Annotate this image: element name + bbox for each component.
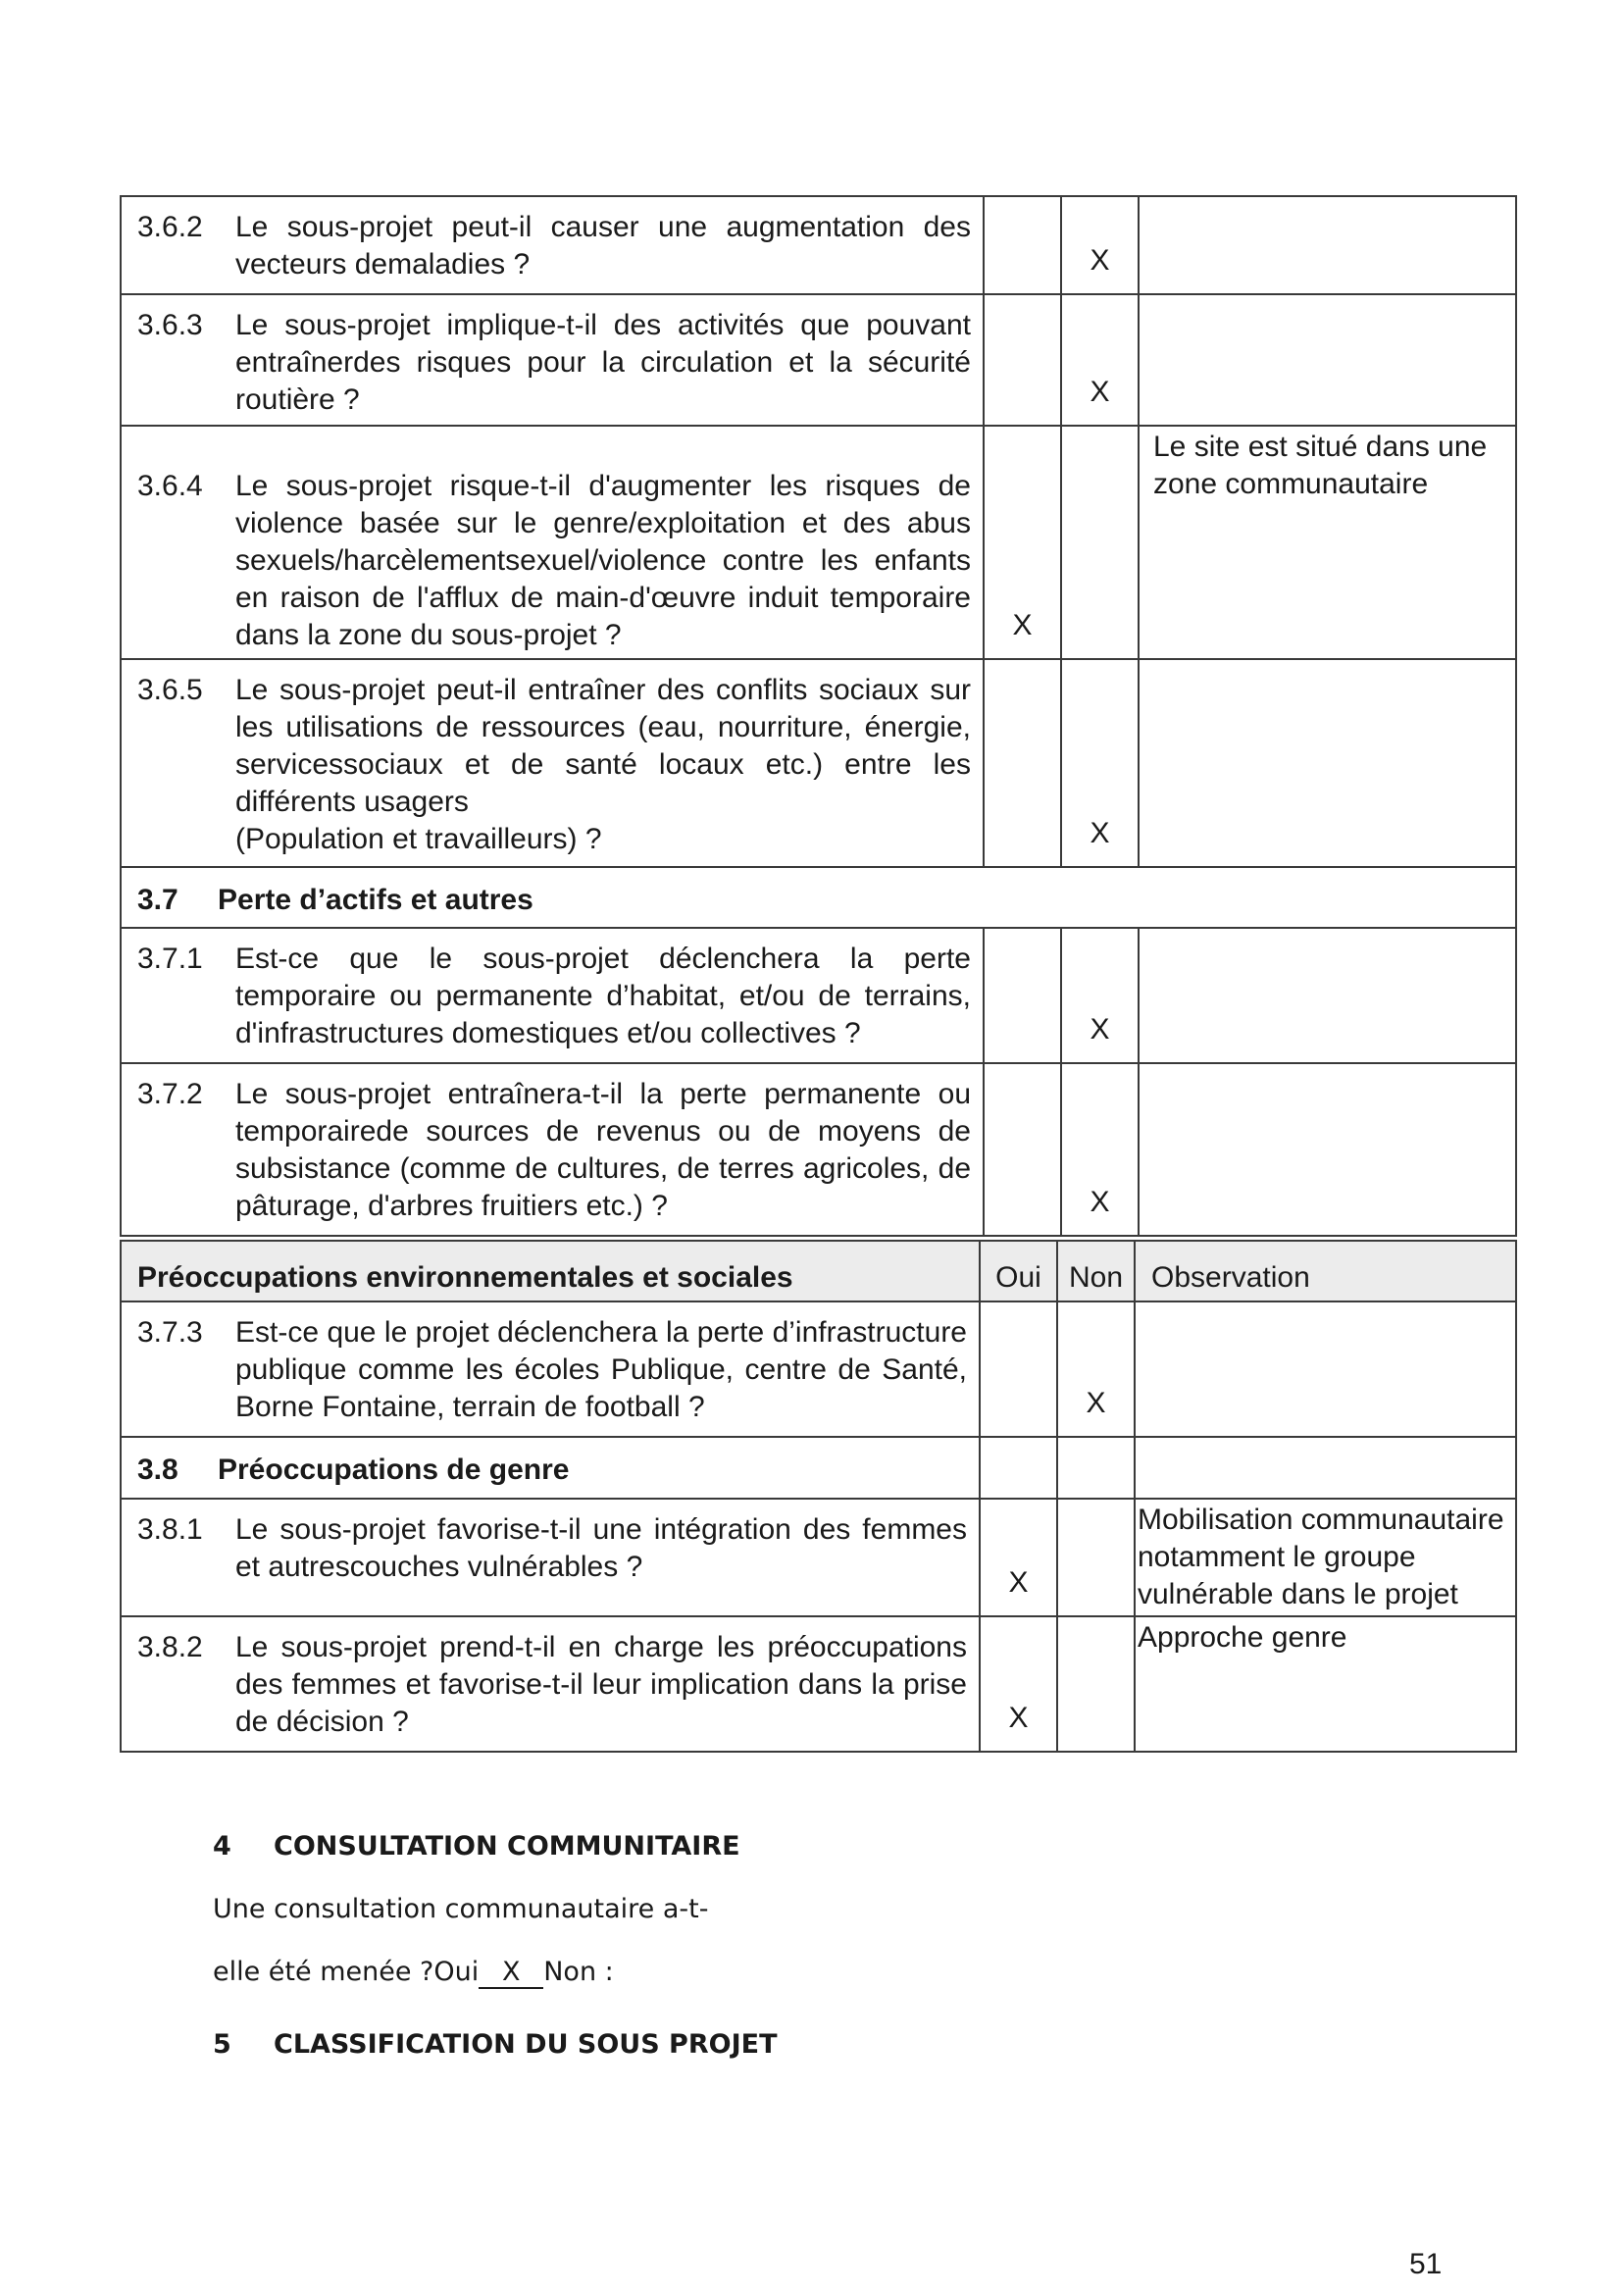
header-preoccupations: Préoccupations environnementales et sociales — [121, 1241, 980, 1301]
question-cell: 3.8.1 Le sous-projet favorise-t-il une intégration des femmes et autrescouches vulnérables ? — [121, 1499, 980, 1616]
header-observation: Observation — [1135, 1241, 1516, 1301]
header-non: Non — [1057, 1241, 1135, 1301]
table-row — [121, 1063, 1516, 1236]
question-cell: 3.6.4 Le sous-projet risque-t-il d'augmenter les risques de violence basée sur le genre/exploitation et des abus sexuels/harcèlementsexuel/violence contre les enfants en raison de l'afflux de main-d'œuvre induit temporaire dans la zone du sous-projet ? — [121, 426, 984, 659]
screening-table-part1 — [120, 195, 1517, 1237]
table-row — [121, 294, 1516, 426]
table-row — [121, 196, 1516, 294]
non-cell: X — [1057, 1301, 1135, 1437]
oui-cell: X — [980, 1499, 1057, 1616]
question-cell: 3.7.3 Est-ce que le projet déclenchera la perte d’infrastructure publique comme les écoles Publique, centre de Santé, Borne Fontaine, terrain de football ? — [121, 1301, 980, 1437]
header-oui: Oui — [980, 1241, 1057, 1301]
consultation-question-line1: Une consultation communautaire a-t- — [213, 1894, 709, 1924]
table-row — [121, 659, 1516, 867]
non-cell — [1057, 1499, 1135, 1616]
oui-cell: X — [980, 1616, 1057, 1752]
oui-cell — [984, 1063, 1061, 1236]
section-5-heading: 5 CLASSIFICATION DU SOUS PROJET — [213, 2029, 778, 2060]
screening-table-part2 — [120, 1240, 1517, 1753]
question-cell: 3.6.2 Le sous-projet peut-il causer une augmentation des vecteurs demaladies ? — [121, 196, 984, 294]
section-row — [121, 1437, 1516, 1499]
empty-cell — [980, 1437, 1057, 1499]
section-row — [121, 867, 1516, 928]
question-cell: 3.6.3 Le sous-projet implique-t-il des activités que pouvant entraînerdes risques pour la circulation et la sécurité routière ? — [121, 294, 984, 426]
question-cell: 3.7.1 Est-ce que le sous-projet déclenchera la perte temporaire ou permanente d’habitat, et/ou de terrains, d'infrastructures domestiques et/ou collectives ? — [121, 928, 984, 1063]
table-row — [121, 426, 1516, 659]
non-cell: X — [1061, 196, 1139, 294]
table-header-row — [121, 1241, 1516, 1301]
page-number: 51 — [1409, 2248, 1443, 2280]
oui-cell — [980, 1301, 1057, 1437]
oui-cell — [984, 928, 1061, 1063]
consultation-answer-mark: X — [479, 1958, 543, 1989]
non-cell: X — [1061, 659, 1139, 867]
empty-cell — [1057, 1437, 1135, 1499]
table-row — [121, 1616, 1516, 1752]
non-cell — [1061, 426, 1139, 659]
non-cell: X — [1061, 1063, 1139, 1236]
question-cell: 3.7.2 Le sous-projet entraînera-t-il la perte permanente ou temporairede sources de revenus ou de moyens de subsistance (comme de cultures, de terres agricoles, de pâturage, d'arbres fruitiers etc.) ? — [121, 1063, 984, 1236]
observation-cell: Le site est situé dans une zone communautaire — [1139, 426, 1516, 659]
question-continuation: (Population et travailleurs) ? — [235, 823, 602, 855]
section-4-heading: 4 CONSULTATION COMMUNITAIRE — [213, 1831, 740, 1862]
non-cell — [1057, 1616, 1135, 1752]
non-cell: X — [1061, 928, 1139, 1063]
observation-cell — [1139, 294, 1516, 426]
observation-cell — [1139, 1063, 1516, 1236]
oui-cell — [984, 196, 1061, 294]
oui-cell — [984, 294, 1061, 426]
oui-cell — [984, 659, 1061, 867]
observation-cell: Approche genre — [1135, 1616, 1516, 1752]
observation-cell: Mobilisation communautaire notamment le groupe vulnérable dans le projet — [1135, 1499, 1516, 1616]
observation-cell — [1139, 196, 1516, 294]
observation-cell — [1139, 928, 1516, 1063]
observation-cell — [1135, 1301, 1516, 1437]
observation-cell — [1139, 659, 1516, 867]
empty-cell — [1135, 1437, 1516, 1499]
table-row — [121, 928, 1516, 1063]
question-cell: 3.8.2 Le sous-projet prend-t-il en charge les préoccupations des femmes et favorise-t-il leur implication dans la prise de décision ? — [121, 1616, 980, 1752]
table-row — [121, 1301, 1516, 1437]
section-heading: 3.7 Perte d’actifs et autres — [121, 867, 1516, 928]
table-row — [121, 1499, 1516, 1616]
non-cell: X — [1061, 294, 1139, 426]
oui-cell: X — [984, 426, 1061, 659]
question-cell: 3.6.5 Le sous-projet peut-il entraîner des conflits sociaux sur les utilisations de ressources (eau, nourriture, énergie, servicessociaux et de santé locaux etc.) entre les différents usagers (Population et travailleurs) ? — [121, 659, 984, 867]
consultation-question-line2: elle été menée ?Oui X Non : — [213, 1957, 614, 1987]
section-heading: 3.8 Préoccupations de genre — [121, 1437, 980, 1499]
